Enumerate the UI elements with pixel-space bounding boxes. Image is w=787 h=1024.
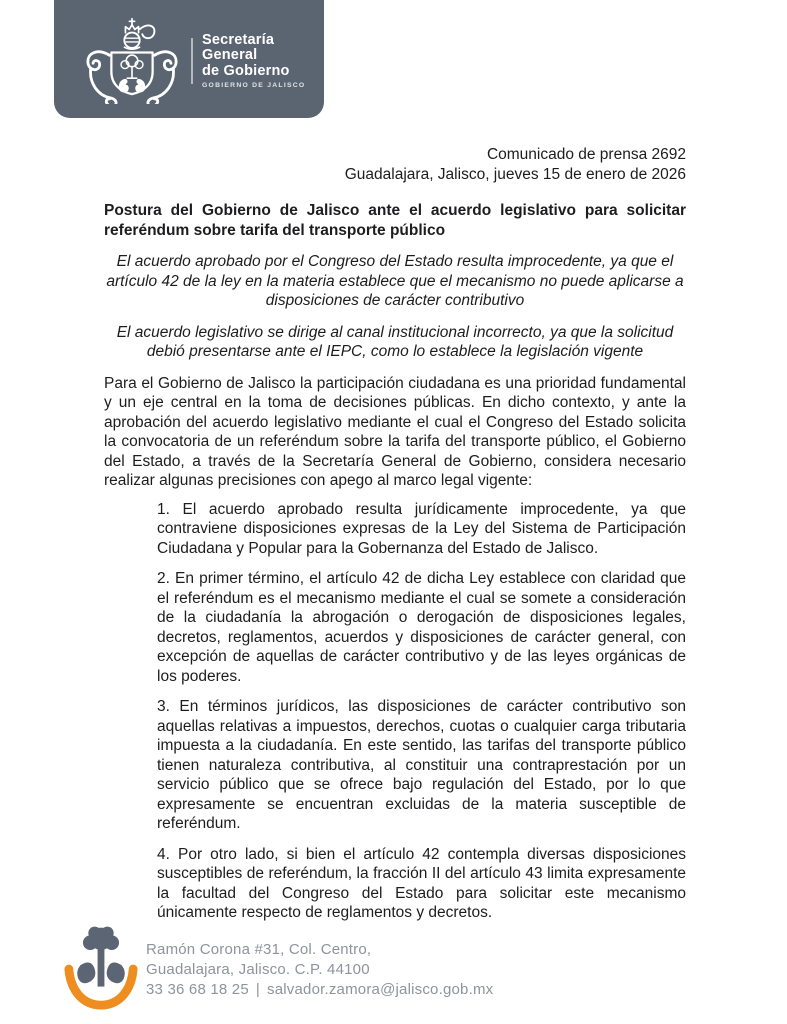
press-release-number: Comunicado de prensa 2692 [486, 146, 686, 163]
address-line-1: Ramón Corona #31, Col. Centro, [146, 941, 372, 958]
numbered-point-4: 4. Por otro lado, si bien el artículo 42 contempla diversas disposiciones susceptibles de referéndum, la fracción II del artículo 43 limita expresamente la facultad del Congreso del Estado para solicitar este mecanismo únicamente respecto de reglamentos y decretos. [157, 845, 686, 921]
phone-number: 33 36 68 18 25 [146, 981, 249, 998]
lede-paragraph-1: El acuerdo aprobado por el Congreso del Estado resulta improcedente, ya que el artículo 42 de la ley en la materia establece que el mecanismo no puede aplicarse a disposiciones de carácter contributivo [106, 253, 684, 309]
footer-contact-block [146, 940, 493, 1000]
document-body [104, 145, 686, 934]
release-meta [104, 145, 686, 184]
email-address: salvador.zamora@jalisco.gob.mx [267, 981, 494, 998]
agency-wordmark [202, 33, 324, 90]
numbered-point-3: 3. En términos jurídicos, las disposiciones de carácter contributivo son aquellas relativas a impuestos, derechos, cuotas o cualquier carga tributaria impuesta a la ciudadanía. En este sentido, las tarifas del transporte público tienen naturaleza contributiva, al constituir una contraprestación por un servicio público que se ofrece bajo regulación del Estado, por lo que expresamente se encuentran excluidas de la materia susceptible de referéndum. [157, 698, 686, 832]
agency-name-line2: de Gobierno [202, 62, 290, 79]
contact-separator: | [255, 981, 261, 998]
jalisco-coat-of-arms-icon [80, 14, 184, 104]
headline: Postura del Gobierno de Jalisco ante el acuerdo legislativo para solicitar referéndum sobre tarifa del transporte público [104, 202, 686, 239]
intro-paragraph: Para el Gobierno de Jalisco la participación ciudadana es una prioridad fundamental y un eje central en la toma de decisiones públicas. En dicho contexto, y ante la aprobación del acuerdo legislativo mediante el cual el Congreso del Estado solicita la convocatoria de un referéndum sobre la tarifa del transporte público, el Gobierno del Estado, a través de la Secretaría General de Gobierno, considera necesario realizar algunas precisiones con apego al marco legal vigente: [104, 374, 686, 489]
header-brand-bar [54, 0, 324, 118]
numbered-point-1: 1. El acuerdo aprobado resulta jurídicamente improcedente, ya que contraviene disposiciones expresas de la Ley del Sistema de Participación Ciudadana y Popular para la Gobernanza del Estado de Jalisco. [157, 500, 686, 557]
jalisco-tree-logo-icon [62, 924, 140, 1016]
agency-name-line1: Secretaría General [202, 31, 275, 64]
lede-paragraph-2: El acuerdo legislativo se dirige al canal institucional incorrecto, ya que la solicitud debió presentarse ante el IEPC, como lo establece la legislación vigente [116, 323, 674, 360]
contact-line [146, 980, 493, 1000]
numbered-point-2: 2. En primer término, el artículo 42 de dicha Ley establece con claridad que el referéndum es el mecanismo mediante el cual se somete a consideración de la ciudadanía la abrogación o derogación de disposiciones legales, decretos, reglamentos, acuerdos y disposiciones de carácter general, con excepción de aquellas de carácter contributivo y de las leyes orgánicas de los poderes. [157, 570, 686, 685]
agency-subtitle: GOBIERNO DE JALISCO [202, 82, 306, 90]
header-divider [191, 38, 193, 84]
address-line-2: Guadalajara, Jalisco. C.P. 44100 [146, 961, 370, 978]
dateline: Guadalajara, Jalisco, jueves 15 de enero de 2026 [344, 165, 686, 183]
